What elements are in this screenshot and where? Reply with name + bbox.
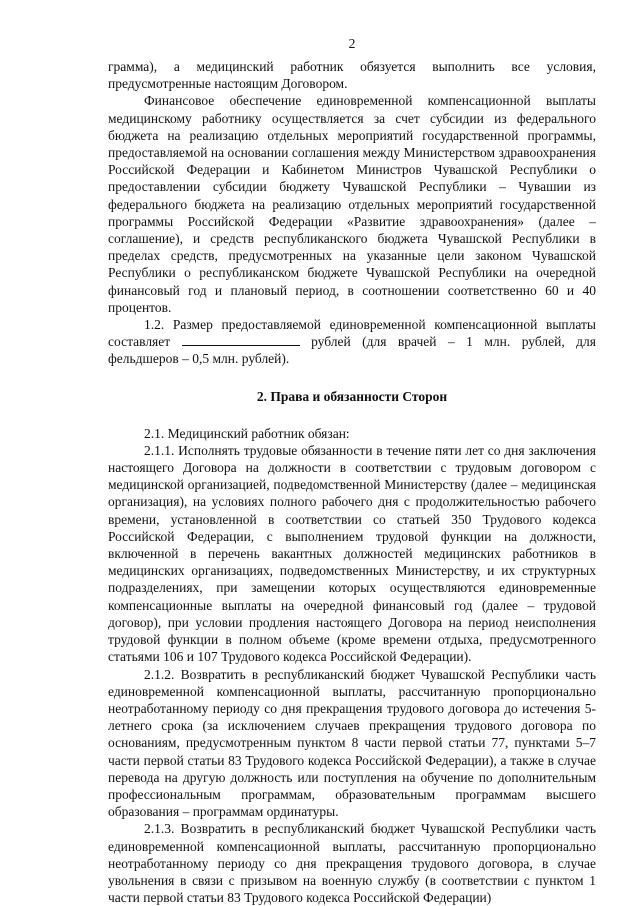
paragraph-2-1-3: 2.1.3. Возвратить в республиканский бюджет Чувашской Республики часть единовременной компенсационной выплаты, рассчитанную пропорционально неотработанному периоду со дня прекращения трудового договора, в случае увольнения в связи с призывом на военную службу (в соответствии с пунктом 1 части первой статьи 83 Трудового кодекса Российской Федерации) [108, 821, 596, 906]
paragraph-2-1: 2.1. Медицинский работник обязан: [144, 425, 350, 441]
document-body [108, 58, 596, 906]
paragraph-continuation: грамма), а медицинский работник обязуется выполнить все условия, предусмотренные настоящим Договором. [108, 59, 596, 92]
paragraph-2-1-2: 2.1.2. Возвратить в республиканский бюджет Чувашской Республики часть единовременной компенсационной выплаты, рассчитанную пропорционально неотработанному периоду со дня прекращения трудового договора до истечения 5-летнего срока (за исключением случаев прекращения трудового договора по основаниям, предусмотренным пунктом 8 части первой статьи 77, пунктами 5–7 части первой статьи 83 Трудового кодекса Российской Федерации), а также в случае перевода на другую должность или поступления на обучение по дополнительным профессиональным программам, образовательным программам высшего образования – программам ординатуры. [108, 666, 596, 820]
section-heading: 2. Права и обязанности Сторон [256, 388, 448, 404]
paragraph-payment-amount [108, 316, 596, 368]
payment-text-start: 1.2. Размер предоставляемой единовременной компенсационной выплаты составляет [108, 317, 596, 350]
page-number: 2 [348, 36, 356, 51]
amount-blank-line [182, 335, 300, 346]
paragraph-2-1-1: 2.1.1. Исполнять трудовые обязанности в течение пяти лет со дня заключения настоящего Договора на должности в соответствии с трудовым договором с медицинской организацией, подведомственной Министерству (далее – медицинская организация), на условиях полного рабочего дня с продолжительностью рабочего времени, установленной в соответствии со статьей 350 Трудового кодекса Российской Федерации, с выполнением трудовой функции на должности, включенной в перечень вакантных должностей медицинских работников в медицинских организациях, подведомственных Министерству, и их структурных подразделениях, при замещении которых осуществляются единовременные компенсационные выплаты на очередной финансовый год (далее – трудовой договор), при условии продления настоящего Договора на период неисполнения трудовой функции в полном объеме (кроме времени отдыха, предусмотренного статьями 106 и 107 Трудового кодекса Российской Федерации). [108, 442, 596, 665]
payment-text-end: рублей (для врачей – 1 млн. рублей, для фельдшеров – 0,5 млн. рублей). [108, 334, 596, 367]
paragraph-financing: Финансовое обеспечение единовременной компенсационной выплаты медицинскому работнику осуществляется за счет субсидии из федерального бюджета на реализацию отдельных мероприятий государственной программы, предоставляемой на основании соглашения между Министерством здравоохранения Российской Федерации и Кабинетом Министров Чувашской Республики о предоставлении субсидии бюджету Чувашской Республики – Чувашии из федерального бюджета на реализацию отдельных мероприятий государственной программы Российской Федерации «Развитие здравоохранения» (далее – соглашение), и средств республиканского бюджета Чувашской Республики в пределах средств, предусмотренных на указанные цели законом Чувашской Республики о республиканском бюджете Чувашской Республики на очередной финансовый год и плановый период, в соотношении соответственно 60 и 40 процентов. [108, 93, 596, 315]
